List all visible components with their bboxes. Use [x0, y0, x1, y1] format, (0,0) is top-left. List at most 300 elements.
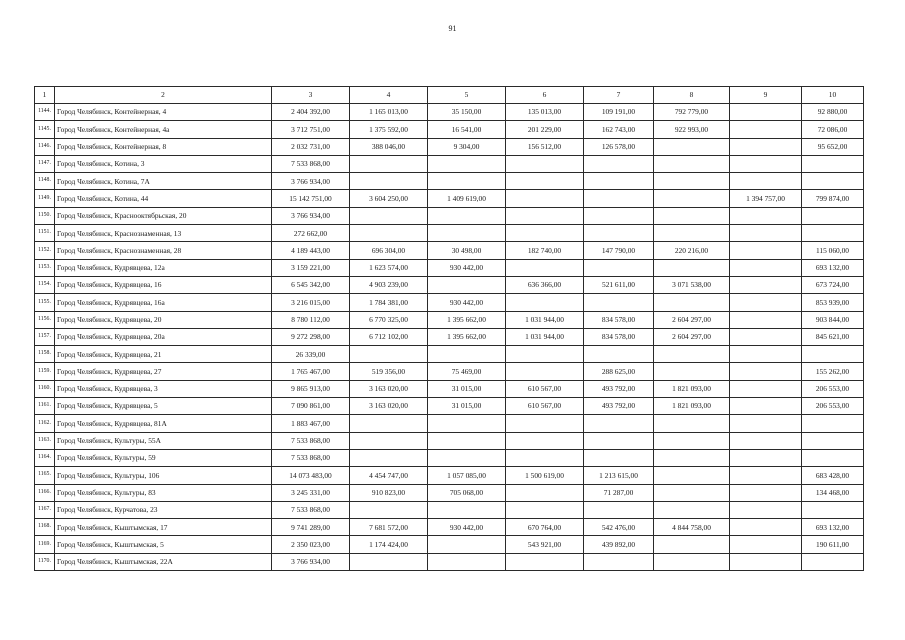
row-number: 1146. — [35, 138, 55, 155]
housing-register-table — [34, 86, 864, 571]
row-number: 1155. — [35, 294, 55, 311]
amount-cell-col10: 115 060,00 — [802, 242, 864, 259]
amount-cell-col8 — [654, 363, 730, 380]
amount-cell-col3: 8 780 112,00 — [272, 311, 350, 328]
amount-cell-col9 — [730, 311, 802, 328]
table-row — [35, 501, 864, 518]
amount-cell-col8: 1 821 093,00 — [654, 380, 730, 397]
amount-cell-col4: 519 356,00 — [350, 363, 428, 380]
address-cell: Город Челябинск, Кудрявцева, 21 — [55, 346, 272, 363]
row-number: 1168. — [35, 519, 55, 536]
amount-cell-col4: 3 163 020,00 — [350, 398, 428, 415]
amount-cell-col3: 9 741 289,00 — [272, 519, 350, 536]
amount-cell-col3: 7 090 861,00 — [272, 398, 350, 415]
amount-cell-col7 — [584, 432, 654, 449]
amount-cell-col9 — [730, 536, 802, 553]
amount-cell-col5: 1 395 662,00 — [428, 328, 506, 345]
amount-cell-col9 — [730, 363, 802, 380]
address-cell: Город Челябинск, Кудрявцева, 27 — [55, 363, 272, 380]
address-cell: Город Челябинск, Кудрявцева, 5 — [55, 398, 272, 415]
amount-cell-col5: 31 015,00 — [428, 398, 506, 415]
amount-cell-col7 — [584, 173, 654, 190]
amount-cell-col4: 1 623 574,00 — [350, 259, 428, 276]
table-row — [35, 363, 864, 380]
amount-cell-col8 — [654, 467, 730, 484]
amount-cell-col8 — [654, 415, 730, 432]
row-number: 1165. — [35, 467, 55, 484]
column-header-7: 7 — [584, 87, 654, 104]
amount-cell-col3: 14 073 483,00 — [272, 467, 350, 484]
amount-cell-col10: 799 874,00 — [802, 190, 864, 207]
column-header-8: 8 — [654, 87, 730, 104]
address-cell: Город Челябинск, Кудрявцева, 16а — [55, 294, 272, 311]
amount-cell-col7 — [584, 294, 654, 311]
amount-cell-col5 — [428, 155, 506, 172]
amount-cell-col7 — [584, 259, 654, 276]
table-row — [35, 276, 864, 293]
row-number: 1158. — [35, 346, 55, 363]
amount-cell-col3: 3 216 015,00 — [272, 294, 350, 311]
amount-cell-col4 — [350, 415, 428, 432]
amount-cell-col4: 6 712 102,00 — [350, 328, 428, 345]
row-number: 1153. — [35, 259, 55, 276]
address-cell: Город Челябинск, Курчатова, 23 — [55, 501, 272, 518]
table-row — [35, 415, 864, 432]
amount-cell-col9 — [730, 380, 802, 397]
amount-cell-col8 — [654, 536, 730, 553]
amount-cell-col7: 162 743,00 — [584, 121, 654, 138]
page-number: 91 — [448, 24, 457, 33]
amount-cell-col5 — [428, 173, 506, 190]
row-number: 1167. — [35, 501, 55, 518]
amount-cell-col4 — [350, 207, 428, 224]
row-number: 1148. — [35, 173, 55, 190]
amount-cell-col4: 4 454 747,00 — [350, 467, 428, 484]
row-number: 1162. — [35, 415, 55, 432]
amount-cell-col5 — [428, 415, 506, 432]
row-number: 1151. — [35, 225, 55, 242]
amount-cell-col6 — [506, 155, 584, 172]
amount-cell-col8: 220 216,00 — [654, 242, 730, 259]
amount-cell-col5: 35 150,00 — [428, 104, 506, 121]
amount-cell-col3: 6 545 342,00 — [272, 276, 350, 293]
row-number: 1144. — [35, 104, 55, 121]
amount-cell-col5 — [428, 432, 506, 449]
table-row — [35, 398, 864, 415]
amount-cell-col10: 92 880,00 — [802, 104, 864, 121]
amount-cell-col5 — [428, 346, 506, 363]
row-number: 1166. — [35, 484, 55, 501]
amount-cell-col5: 705 068,00 — [428, 484, 506, 501]
amount-cell-col4: 3 163 020,00 — [350, 380, 428, 397]
amount-cell-col6 — [506, 363, 584, 380]
amount-cell-col8: 1 821 093,00 — [654, 398, 730, 415]
amount-cell-col9 — [730, 225, 802, 242]
table-row — [35, 467, 864, 484]
amount-cell-col3: 3 245 331,00 — [272, 484, 350, 501]
amount-cell-col6 — [506, 501, 584, 518]
amount-cell-col3: 2 404 392,00 — [272, 104, 350, 121]
amount-cell-col3: 7 533 868,00 — [272, 432, 350, 449]
amount-cell-col4: 4 903 239,00 — [350, 276, 428, 293]
amount-cell-col9: 1 394 757,00 — [730, 190, 802, 207]
amount-cell-col6: 636 366,00 — [506, 276, 584, 293]
amount-cell-col7: 1 213 615,00 — [584, 467, 654, 484]
amount-cell-col10 — [802, 415, 864, 432]
amount-cell-col6 — [506, 553, 584, 570]
table-row — [35, 449, 864, 466]
amount-cell-col7: 439 892,00 — [584, 536, 654, 553]
row-number: 1159. — [35, 363, 55, 380]
amount-cell-col3: 26 339,00 — [272, 346, 350, 363]
amount-cell-col9 — [730, 467, 802, 484]
amount-cell-col6: 670 764,00 — [506, 519, 584, 536]
amount-cell-col8 — [654, 225, 730, 242]
address-cell: Город Челябинск, Культуры, 55А — [55, 432, 272, 449]
address-cell: Город Челябинск, Кыштымская, 17 — [55, 519, 272, 536]
amount-cell-col4: 7 681 572,00 — [350, 519, 428, 536]
address-cell: Город Челябинск, Культуры, 106 — [55, 467, 272, 484]
amount-cell-col7 — [584, 553, 654, 570]
amount-cell-col9 — [730, 276, 802, 293]
row-number: 1157. — [35, 328, 55, 345]
amount-cell-col5: 930 442,00 — [428, 259, 506, 276]
amount-cell-col6: 201 229,00 — [506, 121, 584, 138]
amount-cell-col7: 288 625,00 — [584, 363, 654, 380]
row-number: 1163. — [35, 432, 55, 449]
amount-cell-col3: 3 766 934,00 — [272, 553, 350, 570]
amount-cell-col3: 3 712 751,00 — [272, 121, 350, 138]
amount-cell-col6 — [506, 173, 584, 190]
amount-cell-col3: 4 189 443,00 — [272, 242, 350, 259]
address-cell: Город Челябинск, Контейнерная, 8 — [55, 138, 272, 155]
amount-cell-col7 — [584, 190, 654, 207]
amount-cell-col9 — [730, 415, 802, 432]
amount-cell-col4 — [350, 225, 428, 242]
amount-cell-col9 — [730, 259, 802, 276]
amount-cell-col4: 6 770 325,00 — [350, 311, 428, 328]
amount-cell-col8 — [654, 432, 730, 449]
address-cell: Город Челябинск, Кыштымская, 5 — [55, 536, 272, 553]
amount-cell-col3: 272 662,00 — [272, 225, 350, 242]
row-number: 1145. — [35, 121, 55, 138]
amount-cell-col9 — [730, 553, 802, 570]
row-number: 1150. — [35, 207, 55, 224]
amount-cell-col6: 156 512,00 — [506, 138, 584, 155]
amount-cell-col10: 206 553,00 — [802, 380, 864, 397]
amount-cell-col7 — [584, 346, 654, 363]
table-row — [35, 380, 864, 397]
amount-cell-col8 — [654, 484, 730, 501]
amount-cell-col9 — [730, 432, 802, 449]
amount-cell-col10: 72 086,00 — [802, 121, 864, 138]
amount-cell-col10: 693 132,00 — [802, 259, 864, 276]
amount-cell-col9 — [730, 519, 802, 536]
table-row — [35, 173, 864, 190]
amount-cell-col7: 542 476,00 — [584, 519, 654, 536]
amount-cell-col7: 109 191,00 — [584, 104, 654, 121]
amount-cell-col5 — [428, 536, 506, 553]
amount-cell-col10: 683 428,00 — [802, 467, 864, 484]
amount-cell-col5 — [428, 207, 506, 224]
amount-cell-col6: 1 031 944,00 — [506, 328, 584, 345]
amount-cell-col9 — [730, 138, 802, 155]
amount-cell-col8 — [654, 553, 730, 570]
amount-cell-col6 — [506, 207, 584, 224]
amount-cell-col6: 610 567,00 — [506, 398, 584, 415]
address-cell: Город Челябинск, Культуры, 83 — [55, 484, 272, 501]
table-row — [35, 104, 864, 121]
amount-cell-col7: 834 578,00 — [584, 328, 654, 345]
amount-cell-col6 — [506, 225, 584, 242]
address-cell: Город Челябинск, Контейнерная, 4 — [55, 104, 272, 121]
amount-cell-col5: 1 057 085,00 — [428, 467, 506, 484]
amount-cell-col10 — [802, 155, 864, 172]
row-number: 1170. — [35, 553, 55, 570]
amount-cell-col6 — [506, 415, 584, 432]
amount-cell-col5: 1 395 662,00 — [428, 311, 506, 328]
amount-cell-col8: 4 844 758,00 — [654, 519, 730, 536]
amount-cell-col6: 610 567,00 — [506, 380, 584, 397]
amount-cell-col5 — [428, 276, 506, 293]
amount-cell-col7 — [584, 449, 654, 466]
amount-cell-col10: 190 611,00 — [802, 536, 864, 553]
amount-cell-col8 — [654, 449, 730, 466]
amount-cell-col6 — [506, 449, 584, 466]
table-row — [35, 536, 864, 553]
amount-cell-col7: 71 287,00 — [584, 484, 654, 501]
amount-cell-col8 — [654, 207, 730, 224]
amount-cell-col6 — [506, 294, 584, 311]
amount-cell-col4 — [350, 346, 428, 363]
amount-cell-col9 — [730, 328, 802, 345]
address-cell: Город Челябинск, Кудрявцева, 3 — [55, 380, 272, 397]
amount-cell-col5: 9 304,00 — [428, 138, 506, 155]
row-number: 1169. — [35, 536, 55, 553]
table-row — [35, 207, 864, 224]
amount-cell-col5 — [428, 225, 506, 242]
amount-cell-col9 — [730, 104, 802, 121]
column-header-2: 2 — [55, 87, 272, 104]
amount-cell-col7: 834 578,00 — [584, 311, 654, 328]
amount-cell-col4 — [350, 173, 428, 190]
amount-cell-col4: 1 174 424,00 — [350, 536, 428, 553]
amount-cell-col8: 2 604 297,00 — [654, 328, 730, 345]
amount-cell-col10: 845 621,00 — [802, 328, 864, 345]
amount-cell-col6: 1 031 944,00 — [506, 311, 584, 328]
amount-cell-col7: 493 792,00 — [584, 398, 654, 415]
amount-cell-col3: 3 766 934,00 — [272, 207, 350, 224]
row-number: 1154. — [35, 276, 55, 293]
amount-cell-col9 — [730, 242, 802, 259]
amount-cell-col7: 126 578,00 — [584, 138, 654, 155]
amount-cell-col8 — [654, 138, 730, 155]
amount-cell-col8 — [654, 190, 730, 207]
amount-cell-col10: 134 468,00 — [802, 484, 864, 501]
amount-cell-col4: 388 046,00 — [350, 138, 428, 155]
amount-cell-col10: 95 652,00 — [802, 138, 864, 155]
amount-cell-col10 — [802, 432, 864, 449]
address-cell: Город Челябинск, Культуры, 59 — [55, 449, 272, 466]
amount-cell-col4 — [350, 432, 428, 449]
amount-cell-col7 — [584, 501, 654, 518]
amount-cell-col5: 30 498,00 — [428, 242, 506, 259]
amount-cell-col8 — [654, 346, 730, 363]
amount-cell-col10 — [802, 501, 864, 518]
amount-cell-col4: 696 304,00 — [350, 242, 428, 259]
amount-cell-col7: 493 792,00 — [584, 380, 654, 397]
amount-cell-col4: 1 375 592,00 — [350, 121, 428, 138]
amount-cell-col10 — [802, 173, 864, 190]
amount-cell-col4 — [350, 553, 428, 570]
amount-cell-col10: 155 262,00 — [802, 363, 864, 380]
amount-cell-col9 — [730, 449, 802, 466]
amount-cell-col7: 147 790,00 — [584, 242, 654, 259]
amount-cell-col4: 1 784 381,00 — [350, 294, 428, 311]
row-number: 1149. — [35, 190, 55, 207]
column-header-5: 5 — [428, 87, 506, 104]
amount-cell-col8: 922 993,00 — [654, 121, 730, 138]
amount-cell-col5: 930 442,00 — [428, 519, 506, 536]
table-row — [35, 519, 864, 536]
amount-cell-col10: 673 724,00 — [802, 276, 864, 293]
table-row — [35, 553, 864, 570]
amount-cell-col10 — [802, 449, 864, 466]
amount-cell-col3: 9 272 298,00 — [272, 328, 350, 345]
amount-cell-col9 — [730, 207, 802, 224]
amount-cell-col3: 3 159 221,00 — [272, 259, 350, 276]
amount-cell-col3: 1 883 467,00 — [272, 415, 350, 432]
amount-cell-col3: 7 533 868,00 — [272, 449, 350, 466]
amount-cell-col8 — [654, 294, 730, 311]
amount-cell-col10: 903 844,00 — [802, 311, 864, 328]
table-row — [35, 259, 864, 276]
row-number: 1147. — [35, 155, 55, 172]
amount-cell-col9 — [730, 484, 802, 501]
amount-cell-col8 — [654, 501, 730, 518]
amount-cell-col10 — [802, 553, 864, 570]
table-row — [35, 225, 864, 242]
address-cell: Город Челябинск, Кудрявцева, 16 — [55, 276, 272, 293]
amount-cell-col10 — [802, 225, 864, 242]
amount-cell-col10 — [802, 207, 864, 224]
amount-cell-col4 — [350, 501, 428, 518]
amount-cell-col3: 2 032 731,00 — [272, 138, 350, 155]
table-row — [35, 190, 864, 207]
row-number: 1156. — [35, 311, 55, 328]
address-cell: Город Челябинск, Кудрявцева, 20 — [55, 311, 272, 328]
table-row — [35, 311, 864, 328]
amount-cell-col4 — [350, 449, 428, 466]
amount-cell-col8: 2 604 297,00 — [654, 311, 730, 328]
amount-cell-col10: 853 939,00 — [802, 294, 864, 311]
amount-cell-col3: 7 533 868,00 — [272, 155, 350, 172]
amount-cell-col3: 7 533 868,00 — [272, 501, 350, 518]
address-cell: Город Челябинск, Краснознаменная, 28 — [55, 242, 272, 259]
amount-cell-col9 — [730, 173, 802, 190]
amount-cell-col3: 2 350 023,00 — [272, 536, 350, 553]
table-row — [35, 242, 864, 259]
amount-cell-col5: 75 469,00 — [428, 363, 506, 380]
amount-cell-col9 — [730, 294, 802, 311]
row-number: 1161. — [35, 398, 55, 415]
address-cell: Город Челябинск, Краснознаменная, 13 — [55, 225, 272, 242]
address-cell: Город Челябинск, Кыштымская, 22А — [55, 553, 272, 570]
amount-cell-col6 — [506, 432, 584, 449]
address-cell: Город Челябинск, Котина, 7А — [55, 173, 272, 190]
amount-cell-col4: 910 823,00 — [350, 484, 428, 501]
amount-cell-col3: 1 765 467,00 — [272, 363, 350, 380]
address-cell: Город Челябинск, Контейнерная, 4а — [55, 121, 272, 138]
table-row — [35, 121, 864, 138]
column-header-10: 10 — [802, 87, 864, 104]
amount-cell-col4: 1 165 013,00 — [350, 104, 428, 121]
address-cell: Город Челябинск, Краснооктябрьская, 20 — [55, 207, 272, 224]
table-row — [35, 138, 864, 155]
amount-cell-col6 — [506, 346, 584, 363]
amount-cell-col3: 9 865 913,00 — [272, 380, 350, 397]
amount-cell-col7 — [584, 225, 654, 242]
amount-cell-col8 — [654, 259, 730, 276]
table-row — [35, 294, 864, 311]
address-cell: Город Челябинск, Кудрявцева, 12а — [55, 259, 272, 276]
amount-cell-col4 — [350, 155, 428, 172]
amount-cell-col8: 792 779,00 — [654, 104, 730, 121]
amount-cell-col6: 1 500 619,00 — [506, 467, 584, 484]
table-row — [35, 346, 864, 363]
amount-cell-col5: 1 409 619,00 — [428, 190, 506, 207]
table-row — [35, 432, 864, 449]
row-number: 1160. — [35, 380, 55, 397]
amount-cell-col3: 3 766 934,00 — [272, 173, 350, 190]
amount-cell-col6: 543 921,00 — [506, 536, 584, 553]
amount-cell-col10 — [802, 346, 864, 363]
column-header-6: 6 — [506, 87, 584, 104]
amount-cell-col5 — [428, 553, 506, 570]
address-cell: Город Челябинск, Кудрявцева, 20а — [55, 328, 272, 345]
header-row — [35, 87, 864, 104]
address-cell: Город Челябинск, Котина, 44 — [55, 190, 272, 207]
row-number: 1152. — [35, 242, 55, 259]
amount-cell-col8: 3 071 538,00 — [654, 276, 730, 293]
amount-cell-col10: 206 553,00 — [802, 398, 864, 415]
amount-cell-col7 — [584, 415, 654, 432]
table-row — [35, 328, 864, 345]
row-number: 1164. — [35, 449, 55, 466]
table-row — [35, 484, 864, 501]
amount-cell-col5 — [428, 449, 506, 466]
amount-cell-col10: 693 132,00 — [802, 519, 864, 536]
column-header-1: 1 — [35, 87, 55, 104]
amount-cell-col7 — [584, 155, 654, 172]
amount-cell-col9 — [730, 121, 802, 138]
column-header-4: 4 — [350, 87, 428, 104]
amount-cell-col9 — [730, 398, 802, 415]
amount-cell-col6 — [506, 484, 584, 501]
amount-cell-col6 — [506, 190, 584, 207]
address-cell: Город Челябинск, Котина, 3 — [55, 155, 272, 172]
amount-cell-col5: 31 015,00 — [428, 380, 506, 397]
amount-cell-col9 — [730, 346, 802, 363]
address-cell: Город Челябинск, Кудрявцева, 81А — [55, 415, 272, 432]
amount-cell-col6 — [506, 259, 584, 276]
amount-cell-col5: 930 442,00 — [428, 294, 506, 311]
amount-cell-col7 — [584, 207, 654, 224]
column-header-3: 3 — [272, 87, 350, 104]
amount-cell-col7: 521 611,00 — [584, 276, 654, 293]
amount-cell-col6: 182 740,00 — [506, 242, 584, 259]
amount-cell-col5: 16 541,00 — [428, 121, 506, 138]
